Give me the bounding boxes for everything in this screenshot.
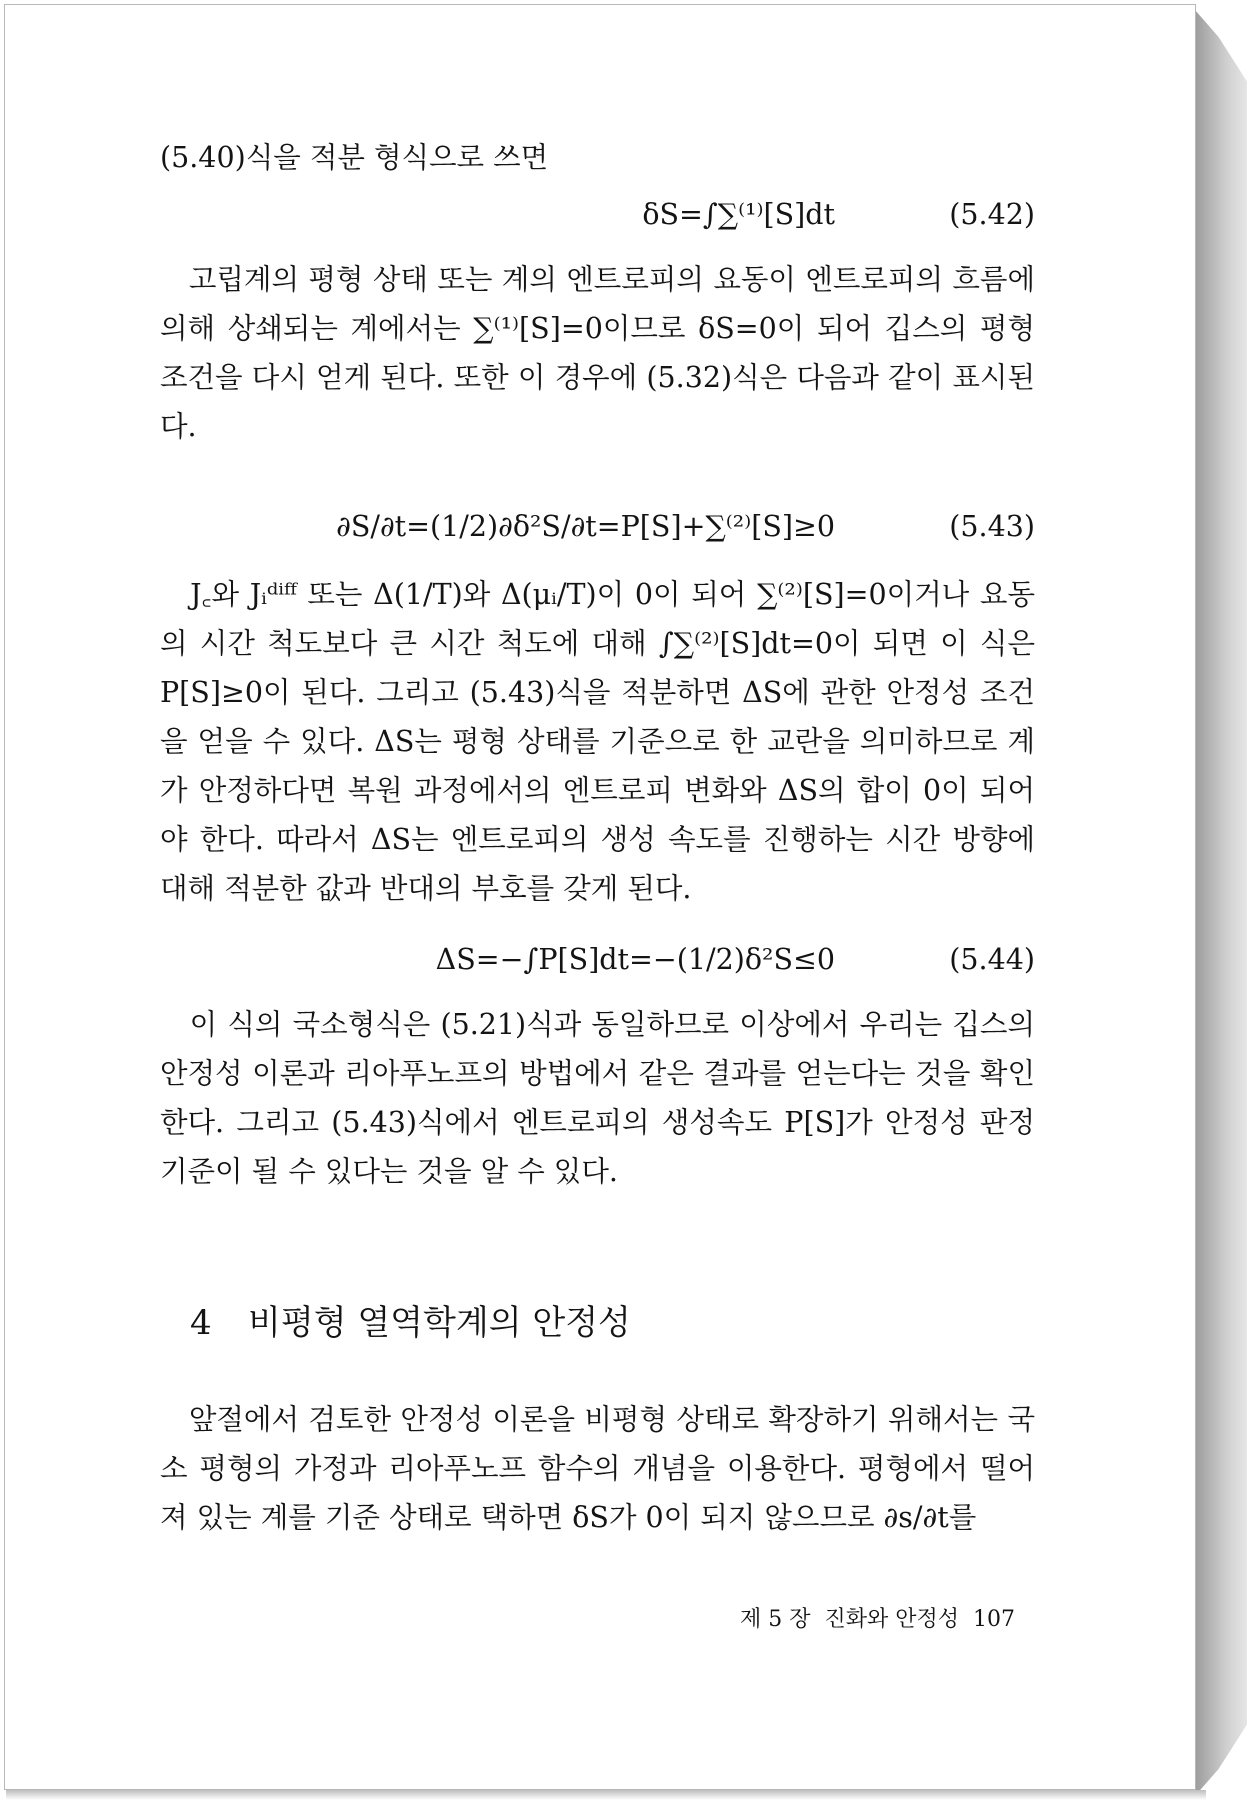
- section-number: 4: [190, 1303, 212, 1343]
- paragraph-intro: (5.40)식을 적분 형식으로 쓰면: [160, 141, 549, 174]
- section-title: 비평형 열역학계의 안정성: [248, 1303, 631, 1343]
- footer-chapter: 제 5 장: [739, 1607, 811, 1632]
- page-number: 107: [973, 1607, 1015, 1632]
- equation-5-43: [160, 502, 1035, 552]
- page-bottom-shadow: [6, 1790, 1206, 1800]
- paragraph-stability: J꜀와 Jᵢᵈⁱᶠᶠ 또는 Δ(1/T)와 Δ(μᵢ/T)이 0이 되어 ∑⁽²⁾[S]=0이거나 요동의 시간 척도보다 큰 시간 척도에 대해 ∫∑⁽²⁾[S]dt=0이 되면 이 식은 P[S]≥0이 된다. 그리고 (5.43)식을 적분하면 ΔS에 관한 안정성 조건을 얻을 수 있다. ΔS는 평형 상태를 기준으로 한 교란을 의미하므로 계가 안정하다면 복원 과정에서의 엔트로피 변화와 ΔS의 합이 0이 되어야 한다. 따라서 ΔS는 엔트로피의 생성 속도를 진행하는 시간 방향에 대해 적분한 값과 반대의 부호를 갖게 된다.: [160, 578, 1035, 905]
- equation-expression: ∂S/∂t=(1/2)∂δ²S/∂t=P[S]+∑⁽²⁾[S]≥0: [336, 510, 835, 543]
- page-footer: [685, 1600, 1015, 1640]
- paragraph-nonequilibrium: 앞절에서 검토한 안정성 이론을 비평형 상태로 확장하기 위해서는 국소 평형의 가정과 리아푸노프 함수의 개념을 이용한다. 평형에서 떨어져 있는 계를 기준 상태로 택하면 δS가 0이 되지 않으므로 ∂s/∂t를: [160, 1403, 1035, 1534]
- paragraph-local-form: 이 식의 국소형식은 (5.21)식과 동일하므로 이상에서 우리는 깁스의 안정성 이론과 리아푸노프의 방법에서 같은 결과를 얻는다는 것을 확인한다. 그리고 (5.43)식에서 엔트로피의 생성속도 P[S]가 안정성 판정기준이 될 수 있다는 것을 알 수 있다.: [160, 1008, 1035, 1188]
- equation-expression: δS=∫∑⁽¹⁾[S]dt: [642, 198, 835, 231]
- equation-5-44: [160, 935, 1035, 985]
- section-heading: [190, 1295, 631, 1351]
- equation-number: (5.43): [949, 510, 1035, 543]
- footer-title: 진화와 안정성: [824, 1607, 959, 1632]
- book-page: [4, 4, 1196, 1790]
- equation-number: (5.44): [949, 943, 1035, 976]
- paragraph-equilibrium: 고립계의 평형 상태 또는 계의 엔트로피의 요동이 엔트로피의 흐름에 의해 상쇄되는 계에서는 ∑⁽¹⁾[S]=0이므로 δS=0이 되어 깁스의 평형 조건을 다시 얻게 된다. 또한 이 경우에 (5.32)식은 다음과 같이 표시된다.: [160, 263, 1035, 443]
- equation-5-42: [160, 190, 1035, 240]
- equation-number: (5.42): [949, 198, 1035, 231]
- equation-expression: ΔS=−∫P[S]dt=−(1/2)δ²S≤0: [435, 943, 835, 976]
- page-edge-shadow: [1195, 10, 1247, 1796]
